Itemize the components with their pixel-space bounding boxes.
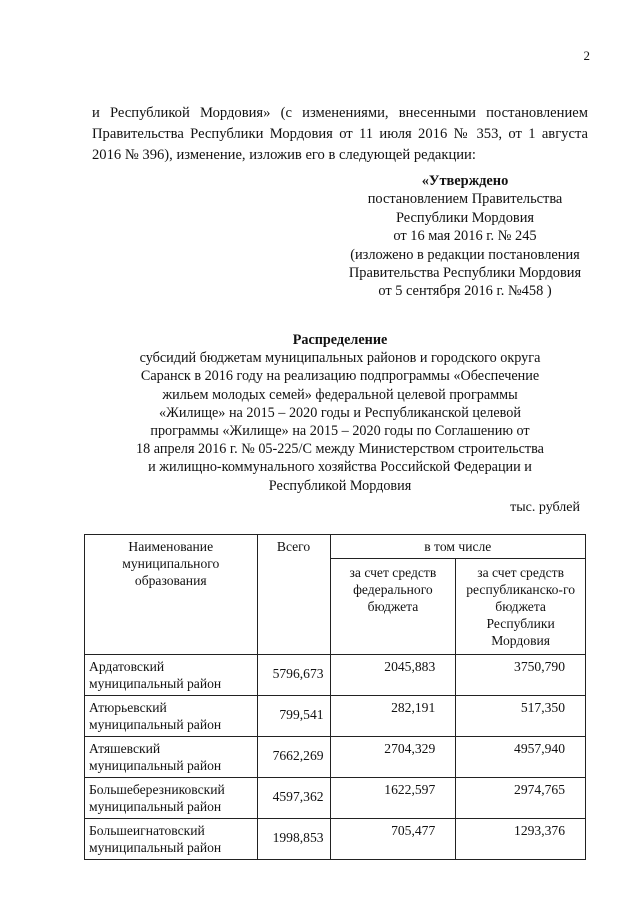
approval-line: Республики Мордовия <box>395 209 535 226</box>
units-label: тыс. рублей <box>510 500 580 515</box>
header-name: Наименование муниципального образования <box>85 535 258 655</box>
republic-value: 3750,790 <box>456 655 586 696</box>
municipality-name: Ардатовский муниципальный район <box>85 655 258 696</box>
distribution-line: «Жилище» на 2015 – 2020 годы и Республиканской целевой <box>159 404 521 421</box>
distribution-line: жильем молодых семей» федеральной целевой программы <box>162 386 518 403</box>
total-value: 5796,673 <box>257 655 330 696</box>
municipality-name: Атяшевский муниципальный район <box>85 737 258 778</box>
approval-title: «Утверждено <box>421 173 509 189</box>
table-row <box>85 655 586 696</box>
approval-line: Правительства Республики Мордовия <box>348 265 582 282</box>
approval-stamp <box>330 172 600 301</box>
distribution-heading <box>60 331 620 495</box>
distribution-line: программы «Жилище» на 2015 – 2020 годы по Соглашению от <box>150 423 530 440</box>
total-value: 1998,853 <box>257 819 330 860</box>
intro-line: Правительства Республики Мордовия от 11 июля 2016 № 353, от 1 августа <box>92 126 588 142</box>
subsidy-table <box>84 534 586 860</box>
table-row <box>85 819 586 860</box>
total-value: 7662,269 <box>257 737 330 778</box>
table-row <box>85 737 586 778</box>
intro-line: и Республикой Мордовия» (с изменениями, внесенными постановлением <box>92 105 588 121</box>
table-header-row <box>85 535 586 559</box>
page-number: 2 <box>583 48 590 63</box>
approval-line: от 16 мая 2016 г. № 245 <box>393 228 537 245</box>
federal-value: 1622,597 <box>330 778 456 819</box>
header-including: в том числе <box>330 535 585 559</box>
intro-paragraph <box>92 103 588 166</box>
distribution-line: и жилищно-коммунального хозяйства Российской Федерации и <box>148 459 532 476</box>
federal-value: 2045,883 <box>330 655 456 696</box>
distribution-line: Республикой Мордовия <box>268 477 412 494</box>
approval-line: от 5 сентября 2016 г. №458 ) <box>378 283 552 300</box>
republic-value: 4957,940 <box>456 737 586 778</box>
republic-value: 1293,376 <box>456 819 586 860</box>
intro-line: 2016 № 396), изменение, изложив его в следующей редакции: <box>92 147 476 163</box>
table-row <box>85 696 586 737</box>
distribution-line: Саранск в 2016 году на реализацию подпрограммы «Обеспечение <box>140 368 540 385</box>
total-value: 799,541 <box>257 696 330 737</box>
republic-value: 517,350 <box>456 696 586 737</box>
federal-value: 705,477 <box>330 819 456 860</box>
federal-value: 2704,329 <box>330 737 456 778</box>
distribution-line: субсидий бюджетам муниципальных районов и городского округа <box>139 350 541 367</box>
republic-value: 2974,765 <box>456 778 586 819</box>
municipality-name: Большеберезниковский муниципальный район <box>85 778 258 819</box>
municipality-name: Атюрьевский муниципальный район <box>85 696 258 737</box>
total-value: 4597,362 <box>257 778 330 819</box>
federal-value: 282,191 <box>330 696 456 737</box>
table-row <box>85 778 586 819</box>
municipality-name: Большеигнатовский муниципальный район <box>85 819 258 860</box>
distribution-title: Распределение <box>292 332 388 348</box>
header-total: Всего <box>257 535 330 655</box>
distribution-line: 18 апреля 2016 г. № 05-225/С между Министерством строительства <box>136 441 544 458</box>
approval-line: (изложено в редакции постановления <box>350 246 580 263</box>
header-federal: за счет средств федерального бюджета <box>330 559 456 655</box>
header-republic: за счет средств республиканско-го бюджета Республики Мордовия <box>456 559 586 655</box>
approval-line: постановлением Правительства <box>367 191 563 208</box>
